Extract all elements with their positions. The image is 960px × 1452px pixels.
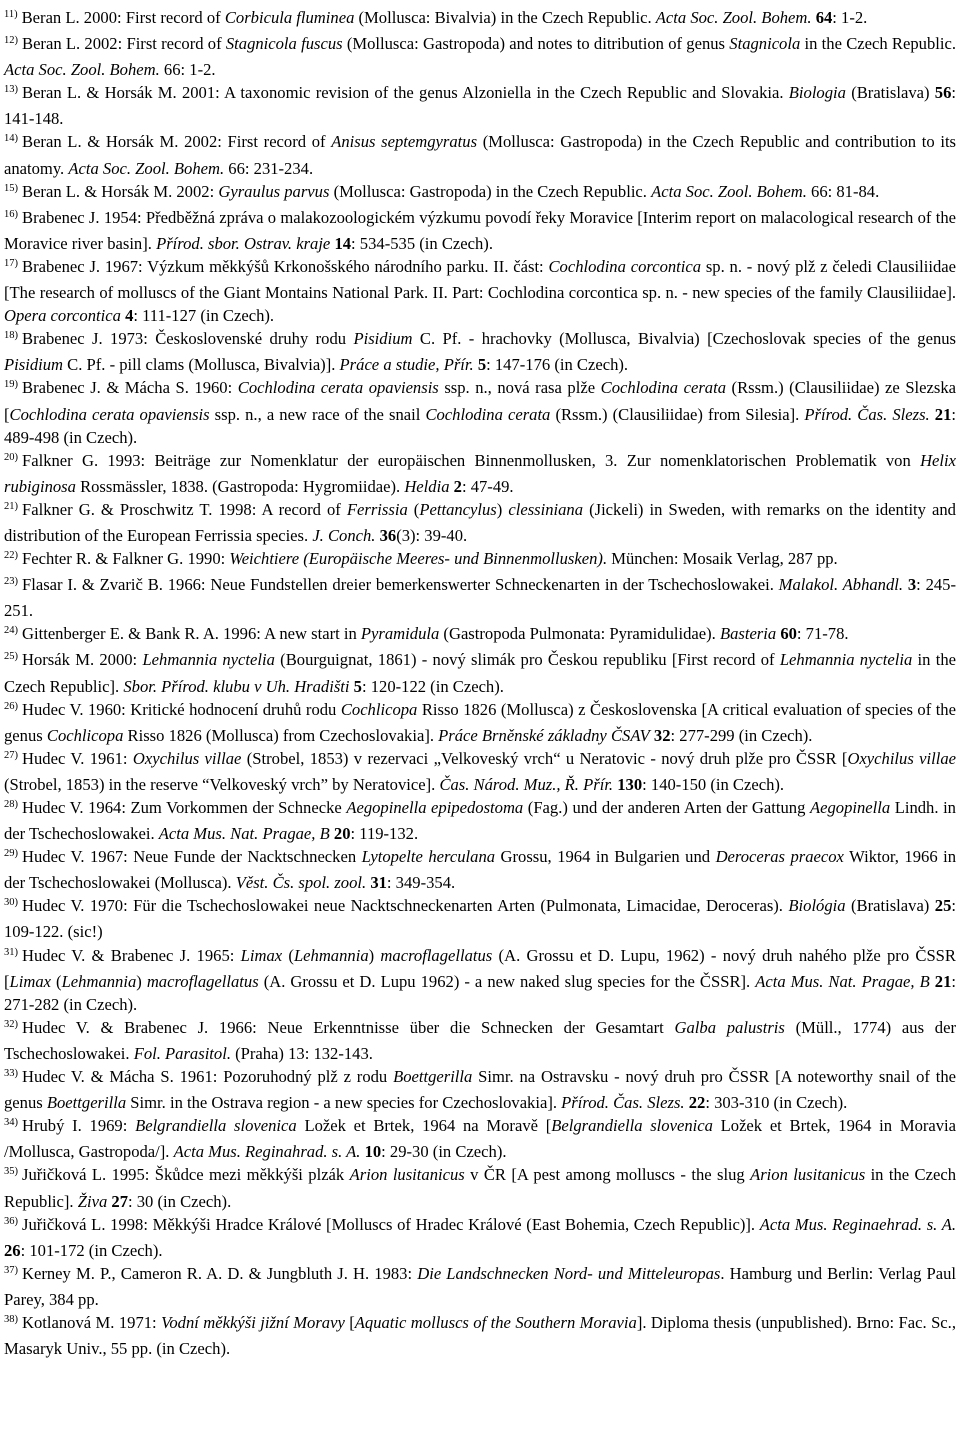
- reference-number: 36): [4, 1215, 18, 1227]
- reference-number: 12): [4, 35, 18, 47]
- reference-text: : 303-310 (in Czech).: [705, 1093, 848, 1113]
- reference-text: : 141-148.: [4, 83, 957, 129]
- reference-text: ]. Diploma thesis (unpublished). Brno: Fac. Sc., Masaryk Univ., 55 pp. (in Czech).: [4, 1312, 956, 1359]
- reference-text: Risso 1826 (Mollusca) from Czechoslovakia].: [123, 725, 439, 745]
- reference-text: Kerney M. P., Cameron R. A. D. & Jungbluth J. H. 1983:: [22, 1263, 418, 1283]
- reference-italic-text: Acta Mus. Nat. Pragae, B: [158, 824, 330, 844]
- reference-volume: 21: [934, 404, 952, 424]
- reference-text: : 271-282 (in Czech).: [4, 971, 956, 1014]
- reference-text: Risso 1826 (Mollusca) z Československa [A critical evaluation of species of the genus: [4, 699, 956, 745]
- reference-italic-text: Belgrandiella slovenica: [551, 1116, 713, 1136]
- reference-text: 66: 81-84.: [806, 181, 880, 201]
- reference-volume: 64: [815, 8, 833, 27]
- reference-text: Hudec V. & Brabenec J. 1965:: [22, 945, 241, 965]
- reference-italic-text: Oxychilus villae: [132, 748, 242, 768]
- reference-text: Beran L. & Horsák M. 2002: First record of: [22, 132, 332, 152]
- reference-text: : 1-2.: [832, 8, 868, 27]
- reference-entry: [4, 573, 956, 622]
- reference-text: in the Czech Republic.: [800, 34, 956, 54]
- reference-italic-text: Aegopinella epipedostoma: [346, 798, 524, 817]
- reference-number: 14): [4, 133, 18, 145]
- reference-entry: [4, 1213, 956, 1262]
- reference-text: [: [344, 1312, 355, 1332]
- reference-text: (A. Grossu et D. Lupu, 1962) - nový druh nahého plže pro ČSSR [: [4, 945, 956, 991]
- reference-volume: 5: [477, 355, 487, 375]
- reference-text: ): [496, 499, 509, 519]
- reference-text: Kotlanová M. 1971:: [22, 1312, 162, 1332]
- reference-number: 35): [4, 1166, 18, 1178]
- reference-number: 17): [4, 257, 18, 269]
- reference-number: 30): [4, 897, 18, 909]
- reference-number: 19): [4, 379, 18, 391]
- reference-italic-text: Acta Mus. Nat. Pragae, B: [755, 971, 930, 991]
- reference-text: (Praha) 13: 132-143.: [230, 1043, 373, 1063]
- reference-text: Juřičková L. 1998: Měkkýši Hradce Králové [Molluscs of Hradec Králové (East Bohemia, Czech Republic)].: [22, 1214, 760, 1234]
- reference-entry: [4, 547, 956, 573]
- reference-entry: [4, 180, 956, 206]
- reference-entry: [4, 327, 956, 376]
- reference-text: (A. Grossu et D. Lupu 1962) - a new naked slug species for the ČSSR].: [258, 971, 756, 991]
- reference-entry: [4, 845, 956, 894]
- reference-italic-text: Lehmannia nyctelia: [779, 650, 913, 670]
- reference-text: Brabenec J. 1973: Československé druhy rodu: [22, 329, 354, 349]
- reference-text: München: Mosaik Verlag, 287 pp.: [607, 549, 838, 569]
- reference-volume: 10: [364, 1142, 382, 1162]
- reference-text: ): [368, 945, 381, 965]
- reference-text: Ložek et Brtek, 1964 na Moravě [: [296, 1116, 552, 1136]
- reference-text: C. Pf. - pill clams (Mollusca, Bivalvia)].: [63, 355, 340, 375]
- reference-italic-text: Fol. Parasitol.: [133, 1043, 231, 1063]
- reference-italic-text: Acta Soc. Zool. Bohem.: [655, 8, 812, 27]
- reference-text: (Mollusca: Gastropoda) in the Czech Republic.: [329, 181, 652, 201]
- reference-volume: 21: [934, 971, 952, 991]
- reference-text: (Müll., 1774) aus der Tschechoslowakei.: [4, 1017, 956, 1063]
- reference-text: 66: 231-234.: [224, 158, 314, 178]
- reference-entry: [4, 6, 956, 32]
- reference-italic-text: Basteria: [719, 624, 777, 644]
- reference-volume: 4: [125, 306, 134, 326]
- reference-italic-text: Acta Soc. Zool. Bohem.: [68, 158, 225, 178]
- reference-entry: [4, 1262, 956, 1311]
- reference-italic-text: Aegopinella: [809, 798, 891, 817]
- reference-volume: 22: [688, 1093, 706, 1113]
- reference-entry: [4, 1311, 956, 1360]
- reference-entry: [4, 32, 956, 81]
- reference-italic-text: Cochlicopa: [340, 699, 418, 719]
- reference-italic-text: Cochlodina cerata opaviensis: [9, 404, 210, 424]
- reference-italic-text: clessiniana: [508, 499, 584, 519]
- reference-text: : 30 (in Czech).: [128, 1191, 232, 1211]
- reference-italic-text: Ferrissia: [346, 499, 408, 519]
- reference-number: 34): [4, 1117, 18, 1129]
- reference-text: Rossmässler, 1838. (Gastropoda: Hygromiidae).: [75, 476, 405, 496]
- reference-number: 15): [4, 182, 18, 194]
- reference-italic-text: Helix rubiginosa: [4, 450, 956, 496]
- reference-text: (Mollusca: Bivalvia) in the Czech Republic.: [354, 8, 656, 27]
- reference-entry: [4, 1016, 956, 1065]
- reference-entry: [4, 1163, 956, 1212]
- reference-volume: 14: [334, 233, 352, 253]
- reference-text: (Mollusca: Gastropoda) in the Czech Republic and contribution to its anatomy.: [4, 132, 957, 178]
- reference-italic-text: Malakol. Abhandl.: [778, 575, 904, 595]
- reference-volume: 20: [333, 824, 351, 844]
- reference-text: Hudec V. 1960: Kritické hodnocení druhů rodu: [22, 699, 341, 719]
- reference-text: (Rssm.) (Clausiliidae) ze Slezska [: [4, 378, 957, 424]
- reference-italic-text: Deroceras praecox: [715, 847, 844, 867]
- reference-italic-text: Cochlodina cerata: [425, 404, 551, 424]
- reference-italic-text: Věst. Čs. spol. zool.: [235, 873, 367, 893]
- reference-italic-text: Lytopelte herculana: [361, 847, 496, 867]
- reference-volume: 5: [353, 676, 362, 696]
- reference-text: Fechter R. & Falkner G. 1990:: [22, 549, 230, 569]
- reference-entry: [4, 81, 956, 130]
- reference-number: 33): [4, 1068, 18, 1080]
- reference-entry: [4, 944, 956, 1016]
- reference-italic-text: Arion lusitanicus: [750, 1165, 866, 1185]
- reference-number: 22): [4, 550, 18, 562]
- reference-text: Brabenec J. 1967: Výzkum měkkýšů Krkonošského národního parku. II. část:: [22, 256, 549, 276]
- reference-volume: 2: [453, 476, 462, 496]
- reference-italic-text: Gyraulus parvus: [218, 181, 330, 201]
- reference-text: in the Czech Republic].: [4, 1165, 956, 1211]
- reference-italic-text: Pisidium: [353, 329, 413, 349]
- reference-entry: [4, 255, 956, 327]
- reference-italic-text: Cochlicopa: [46, 725, 124, 745]
- reference-text: Flasar I. & Zvarič B. 1966: Neue Fundstellen dreier bemerkenswerter Schneckenarten in der Tschechoslowakei.: [22, 575, 779, 595]
- reference-text: (: [282, 945, 294, 965]
- reference-volume: 60: [780, 624, 797, 644]
- reference-text: (Strobel, 1853) v rezervaci „Velkoveský vrch“ u Neratovic - nový druh plže pro ČSSR [: [241, 748, 848, 768]
- reference-text: Gittenberger E. & Bank R. A. 1996: A new start in: [22, 624, 361, 644]
- reference-italic-text: Boettgerilla: [393, 1067, 473, 1087]
- reference-volume: 3: [907, 575, 917, 595]
- reference-number: 38): [4, 1313, 18, 1325]
- reference-italic-text: Cochlodina cerata opaviensis: [237, 378, 439, 398]
- reference-text: 66: 1-2.: [159, 60, 216, 80]
- reference-text: : 349-354.: [386, 873, 456, 893]
- reference-italic-text: Acta Soc. Zool. Bohem.: [651, 181, 807, 201]
- reference-text: Hudec V. & Mácha S. 1961: Pozoruhodný plž z rodu: [22, 1067, 394, 1087]
- reference-italic-text: Corbicula fluminea: [224, 8, 355, 27]
- reference-italic-text: Acta Mus. Reginaehrad. s. A.: [759, 1214, 956, 1234]
- reference-text: (Fag.) und der anderen Arten der Gattung: [523, 798, 810, 817]
- reference-text: Wiktor, 1966 in der Tschechoslowakei (Mollusca).: [4, 847, 957, 893]
- reference-italic-text: Lehmannia: [61, 971, 137, 991]
- reference-text: Beran L. 2000: First record of: [21, 8, 225, 27]
- reference-text: : 119-132.: [350, 824, 419, 844]
- reference-volume: 32: [653, 725, 671, 745]
- reference-italic-text: Přírod. Čas. Slezs.: [804, 404, 930, 424]
- reference-number: 31): [4, 946, 18, 958]
- reference-number: 16): [4, 208, 18, 220]
- reference-italic-text: Arion lusitanicus: [349, 1165, 465, 1185]
- reference-text: : 534-535 (in Czech).: [351, 233, 493, 253]
- reference-italic-text: Opera corcontica: [4, 306, 121, 326]
- reference-text: (Rssm.) (Clausiliidae) from Silesia].: [550, 404, 805, 424]
- reference-entry: [4, 894, 956, 943]
- reference-text: (3): 39-40.: [396, 525, 468, 545]
- reference-text: Hudec V. 1967: Neue Funde der Nacktschnecken: [22, 847, 362, 867]
- reference-italic-text: J. Conch.: [312, 525, 376, 545]
- reference-italic-text: Aquatic molluscs of the Southern Moravia: [354, 1312, 637, 1332]
- reference-number: 13): [4, 84, 18, 96]
- reference-italic-text: Pyramidula: [360, 624, 440, 644]
- reference-text: (Bratislava): [845, 83, 935, 103]
- reference-text: (Strobel, 1853) in the reserve “Velkoveský vrch” by Neratovice].: [4, 774, 440, 794]
- reference-entry: [4, 130, 956, 179]
- reference-text: (Jickeli) in Sweden, with remarks on the identity and distribution of the European Ferrissia species.: [4, 499, 956, 545]
- reference-italic-text: Stagnicola: [729, 34, 801, 54]
- reference-italic-text: Biologia: [788, 83, 846, 103]
- reference-italic-text: Pisidium: [4, 355, 64, 375]
- reference-number: 29): [4, 848, 18, 860]
- reference-text: Grossu, 1964 in Bulgarien und: [495, 847, 716, 867]
- reference-italic-text: Cochlodina cerata: [600, 378, 726, 398]
- reference-text: Beran L. 2002: First record of: [22, 34, 226, 54]
- reference-number: 26): [4, 700, 18, 712]
- reference-italic-text: Vodní měkkýši jižní Moravy: [161, 1312, 345, 1332]
- reference-entry: [4, 498, 956, 547]
- reference-text: : 140-150 (in Czech).: [642, 774, 785, 794]
- reference-text: Hrubý I. 1969:: [22, 1116, 136, 1136]
- reference-text: : 277-299 (in Czech).: [670, 725, 813, 745]
- reference-number: 11): [4, 9, 18, 20]
- reference-italic-text: Belgrandiella slovenica: [135, 1116, 297, 1136]
- reference-number: 20): [4, 451, 18, 463]
- reference-text: : 109-122. (sic!): [4, 896, 956, 942]
- reference-entry: [4, 747, 956, 796]
- reference-entry: [4, 1114, 956, 1163]
- reference-italic-text: Lehmannia nyctelia: [142, 650, 275, 670]
- reference-number: 25): [4, 651, 18, 663]
- reference-volume: 26: [4, 1240, 21, 1260]
- reference-text: Brabenec J. & Mácha S. 1960:: [22, 378, 238, 398]
- reference-italic-text: Heldia: [404, 476, 450, 496]
- reference-number: 37): [4, 1264, 18, 1276]
- reference-italic-text: Biológia: [788, 896, 846, 916]
- reference-volume: 56: [934, 83, 952, 103]
- reference-number: 18): [4, 330, 18, 342]
- reference-italic-text: Živa: [77, 1191, 108, 1211]
- reference-volume: 130: [617, 774, 643, 794]
- reference-text: ssp. n., nová rasa plže: [438, 378, 601, 398]
- reference-italic-text: Acta Mus. Reginahrad. s. A.: [173, 1142, 361, 1162]
- reference-entry: [4, 796, 956, 845]
- reference-number: 27): [4, 749, 18, 761]
- reference-entry: [4, 376, 956, 448]
- reference-number: 28): [4, 799, 18, 810]
- reference-text: Hudec V. 1961:: [22, 748, 133, 768]
- reference-entry: [4, 698, 956, 747]
- reference-text: : 29-30 (in Czech).: [381, 1142, 507, 1162]
- reference-text: (: [407, 499, 420, 519]
- reference-text: (Mollusca: Gastropoda) and notes to ditribution of genus: [342, 34, 730, 54]
- reference-text: in the Czech Republic].: [4, 650, 956, 696]
- reference-italic-text: Práce Brněnské základny ČSAV: [438, 725, 650, 745]
- reference-text: Hudec V. 1970: Für die Tschechoslowakei neue Nacktschneckenarten Arten (Pulmonata, Limacidae, Deroceras).: [22, 896, 789, 916]
- reference-text: sp. n. - nový plž z čeledi Clausiliidae [The research of molluscs of the Giant Montains National Park. II. Part: Cochlodina corcontica sp. n. - new species of the family Clausiliidae].: [4, 256, 956, 303]
- reference-text: : 489-498 (in Czech).: [4, 404, 956, 447]
- reference-text: ssp. n., a new race of the snail: [209, 404, 426, 424]
- reference-italic-text: Oxychilus villae: [847, 748, 956, 768]
- reference-text: v ČR [A pest among molluscs - the slug: [464, 1165, 751, 1185]
- reference-text: Ložek et Brtek, 1964 in Moravia /Mollusca, Gastropoda/].: [4, 1116, 957, 1162]
- reference-italic-text: Limax: [240, 945, 283, 965]
- reference-text: ): [136, 971, 147, 991]
- reference-italic-text: Die Landschnecken Nord- und Mitteleuropas: [417, 1263, 721, 1283]
- reference-text: C. Pf. - hrachovky (Mollusca, Bivalvia) [Czechoslovak species of the genus: [412, 329, 957, 349]
- reference-volume: 36: [379, 525, 397, 545]
- reference-text: Lindh. in der Tschechoslowakei.: [4, 798, 956, 844]
- reference-text: : 120-122 (in Czech).: [361, 676, 504, 696]
- reference-text: : 147-176 (in Czech).: [486, 355, 629, 375]
- reference-italic-text: Přírod. Čas. Slezs.: [561, 1093, 685, 1113]
- reference-text: : 47-49.: [461, 476, 514, 496]
- reference-entry: [4, 449, 956, 498]
- reference-italic-text: Sbor. Přírod. klubu v Uh. Hradišti: [123, 676, 350, 696]
- reference-italic-text: Weichtiere (Europäische Meeres- und Binnenmollusken).: [229, 549, 608, 569]
- reference-entry: [4, 206, 956, 255]
- reference-italic-text: macroflagellatus: [146, 971, 259, 991]
- reference-italic-text: Cochlodina corcontica: [548, 256, 702, 276]
- reference-text: Falkner G. & Proschwitz T. 1998: A record of: [22, 499, 347, 519]
- reference-text: Beran L. & Horsák M. 2002:: [22, 181, 219, 201]
- reference-italic-text: Čas. Národ. Muz., Ř. Přír.: [439, 774, 614, 794]
- reference-italic-text: Práce a studie, Přír.: [339, 355, 474, 375]
- reference-italic-text: macroflagellatus: [380, 945, 493, 965]
- reference-text: Beran L. & Horsák M. 2001: A taxonomic revision of the genus Alzoniella in the Czech Republic and Slovakia.: [22, 83, 789, 103]
- reference-italic-text: Boettgerilla: [46, 1093, 127, 1113]
- reference-italic-text: Lehmannia: [293, 945, 369, 965]
- reference-number: 23): [4, 576, 18, 588]
- reference-entry: [4, 622, 956, 648]
- reference-text: Hudec V. 1964: Zum Vorkommen der Schnecke: [22, 798, 347, 817]
- reference-text: : 71-78.: [796, 624, 849, 644]
- reference-volume: 27: [111, 1191, 128, 1211]
- reference-italic-text: Přírod. sbor. Ostrav. kraje: [156, 233, 331, 253]
- reference-italic-text: Limax: [9, 971, 52, 991]
- reference-italic-text: Galba palustris: [674, 1017, 785, 1037]
- reference-text: Simr. in the Ostrava region - a new species for Czechoslovakia].: [126, 1093, 562, 1113]
- reference-number: 32): [4, 1018, 18, 1030]
- reference-volume: 25: [934, 896, 952, 916]
- reference-italic-text: Stagnicola fuscus: [225, 34, 343, 54]
- reference-italic-text: Acta Soc. Zool. Bohem.: [4, 60, 160, 80]
- reference-text: : 111-127 (in Czech).: [133, 306, 275, 326]
- reference-italic-text: Pettancylus: [419, 499, 497, 519]
- reference-text: Brabenec J. 1954: Předběžná zpráva o malakozoologickém výzkumu povodí řeky Moravice [Interim report on malacological research of the Moravice river basin].: [4, 207, 956, 253]
- reference-text: Simr. na Ostravsku - nový druh pro ČSSR [A noteworthy snail of the genus: [4, 1067, 957, 1113]
- reference-text: : 245-251.: [4, 575, 956, 621]
- reference-volume: 31: [370, 873, 387, 893]
- reference-text: Horsák M. 2000:: [22, 650, 143, 670]
- reference-number: 24): [4, 625, 18, 637]
- reference-text: (Gastropoda Pulmonata: Pyramidulidae).: [439, 624, 720, 644]
- reference-text: (Bratislava): [845, 896, 935, 916]
- reference-text: (: [51, 971, 62, 991]
- reference-text: Hudec V. & Brabenec J. 1966: Neue Erkenntnisse über die Schnecken der Gesamtart: [22, 1017, 675, 1037]
- reference-entry: [4, 1065, 956, 1114]
- reference-text: Juřičková L. 1995: Škůdce mezi měkkýši plzák: [22, 1165, 350, 1185]
- reference-entry: [4, 648, 956, 697]
- reference-text: Falkner G. 1993: Beiträge zur Nomenklatur der europäischen Binnenmollusken, 3. Zur nomenklatorischen Problematik von: [22, 450, 921, 470]
- reference-number: 21): [4, 500, 18, 512]
- reference-text: : 101-172 (in Czech).: [20, 1240, 163, 1260]
- reference-text: . Hamburg und Berlin: Verlag Paul Parey, 384 pp.: [4, 1263, 957, 1309]
- reference-italic-text: Anisus septemgyratus: [331, 132, 478, 152]
- reference-text: (Bourguignat, 1861) - nový slimák pro Českou republiku [First record of: [274, 650, 780, 670]
